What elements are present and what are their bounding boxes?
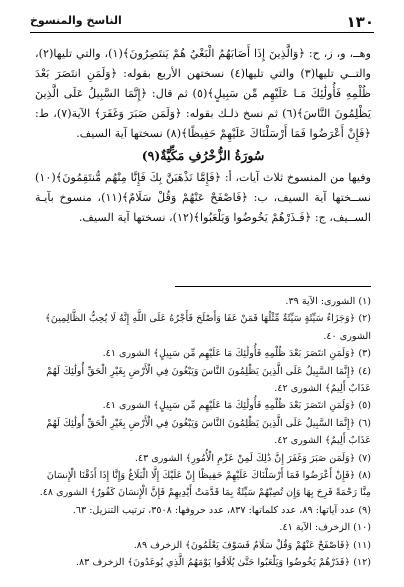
running-title: الناسخ والمنسوخ — [30, 14, 122, 27]
footnotes — [35, 293, 371, 572]
footnote: (١١) ﴿فَاصْفَحْ عَنْهُمْ وَقُلْ سَلَامٌ فَسَوْفَ يَعْلَمُونَ﴾ الزخرف ٨٩. — [133, 539, 371, 551]
paragraph: وهــ، و، ز، ح: ﴿وَالَّذِينَ إِذَا أَصَابَهُمُ الْبَغْيُ هُمْ يَنتَصِرُونَ﴾(١)، والتي تليها(٢)، والتــي تليها(٣) والتي تليها(٤) نسختهن الأربع بقوله: ﴿وَلَمَنِ انتَصَرَ بَعْدَ ظُلْمِهِ فَأُولَٰئِكَ مَـا عَلَيْهِم مِّن سَبِيلٍ﴾(٥) ثم قال: ﴿إِنَّمَا السَّبِيلُ عَلَى الَّذِينَ يَظْلِمُونَ النَّاسَ﴾(٦) ثم نسخ ذلـك بقوله: ﴿وَلَمَن صَبَرَ وَغَفَرَ﴾ الآية(٧)، ط: ﴿فَإِنْ أَعْرَضُوا فَمَا أَرْسَلْنَاكَ عَلَيْهِمْ حَفِيظًا﴾(٨) نسختها آية السيف. — [35, 47, 372, 140]
footnote: (١٠) الزخرف: الآية ٤١. — [279, 522, 371, 534]
footnote: (٣) ﴿وَلَمَنِ انتَصَرَ بَعْدَ ظُلْمِهِ فَأُولَٰئِكَ مَا عَلَيْهِم مِّن سَبِيلٍ﴾ الشورى ٤١. — [102, 348, 371, 360]
main-text — [35, 44, 371, 228]
paragraph: وفيها من المنسوخ ثلاث آيات، أ: ﴿فَإِمَّا نَذْهَبَنَّ بِكَ فَإِنَّا مِنْهُم مُّنتَقِمُونَ﴾(١٠) نســختها آية السيف، ب: ﴿فَاصْفَحْ عَنْهُمْ وَقُلْ سَلَامٌ﴾(١١)، منسوخ بآيـة الســيف، ج: ﴿فَـذَرْهُمْ يَخُوضُوا وَيَلْعَبُوا﴾(١٢)، نسختها آية السيف. — [35, 171, 371, 224]
footnote: (٤) ﴿إِنَّمَا السَّبِيلُ عَلَى الَّذِينَ يَظْلِمُونَ النَّاسَ وَيَبْغُونَ فِي الْأَرْضِ بِغَيْرِ الْحَقِّ أُولَٰئِكَ لَهُمْ عَذَابٌ أَلِيمٌ﴾ الشورى ٤٢. — [46, 365, 371, 395]
footnote: (٦) ﴿إِنَّمَا السَّبِيلُ عَلَى الَّذِينَ يَظْلِمُونَ النَّاسَ وَيَبْغُونَ فِي الْأَرْضِ بِغَيْرِ الْحَقِّ أُولَٰئِكَ لَهُمْ عَذَابٌ أَلِيمٌ﴾ الشورى ٤٢. — [46, 417, 371, 447]
footnote: (١) الشورى: الآية ٣٩. — [285, 296, 371, 307]
page-number: ١٣٠ — [346, 13, 374, 31]
footnote: (٥) ﴿وَلَمَنِ انتَصَرَ بَعْدَ ظُلْمِهِ فَأُولَٰئِكَ مَا عَلَيْهِم مِّن سَبِيلٍ﴾ الشورى ٤١. — [102, 400, 371, 412]
footnote: (٢) ﴿وَجَزَاءُ سَيِّئَةٍ سَيِّئَةٌ مِّثْلُهَا فَمَنْ عَفَا وَأَصْلَحَ فَأَجْرُهُ عَلَى اللَّهِ إِنَّهُ لَا يُحِبُّ الظَّالِمِينَ﴾ الشورى ٤٠. — [45, 313, 371, 342]
footnote: (١٢) ﴿فَذَرْهُمْ يَخُوضُوا وَيَلْعَبُوا حَتَّىٰ يُلَاقُوا يَوْمَهُمُ الَّذِي يُوعَدُونَ﴾ الزخرف ٨٣. — [75, 557, 371, 569]
footnote-separator — [175, 286, 371, 287]
page-header — [30, 10, 374, 33]
footnote: (٩) عدد آياتها: ٨٩، عدد كلماتها: ٨٣٧، عدد حروفها: ٣٥٠٨، ترتيب التنزيل: ٦٣. — [72, 504, 371, 516]
section-title: سُورَةُ الزُّخْرُفِ مَكِّيَّةٌ(٩) — [141, 148, 265, 163]
footnote: (٨) ﴿فَإِنْ أَعْرَضُوا فَمَا أَرْسَلْنَاكَ عَلَيْهِمْ حَفِيظًا إِنْ عَلَيْكَ إِلَّا الْبَلَاغُ وَإِنَّا إِذَا أَذَقْنَا الْإِنسَانَ مِنَّا رَحْمَةً فَرِحَ بِهَا وَإِن تُصِبْهُمْ سَيِّئَةٌ بِمَا قَدَّمَتْ أَيْدِيهِمْ فَإِنَّ الْإِنسَانَ كَفُورٌ﴾ الشورى ٤٨. — [39, 470, 371, 499]
footnote: (٧) ﴿وَلَمَن صَبَرَ وَغَفَرَ إِنَّ ذَٰلِكَ لَمِنْ عَزْمِ الْأُمُورِ﴾ الشورى ٤٣. — [134, 452, 371, 464]
